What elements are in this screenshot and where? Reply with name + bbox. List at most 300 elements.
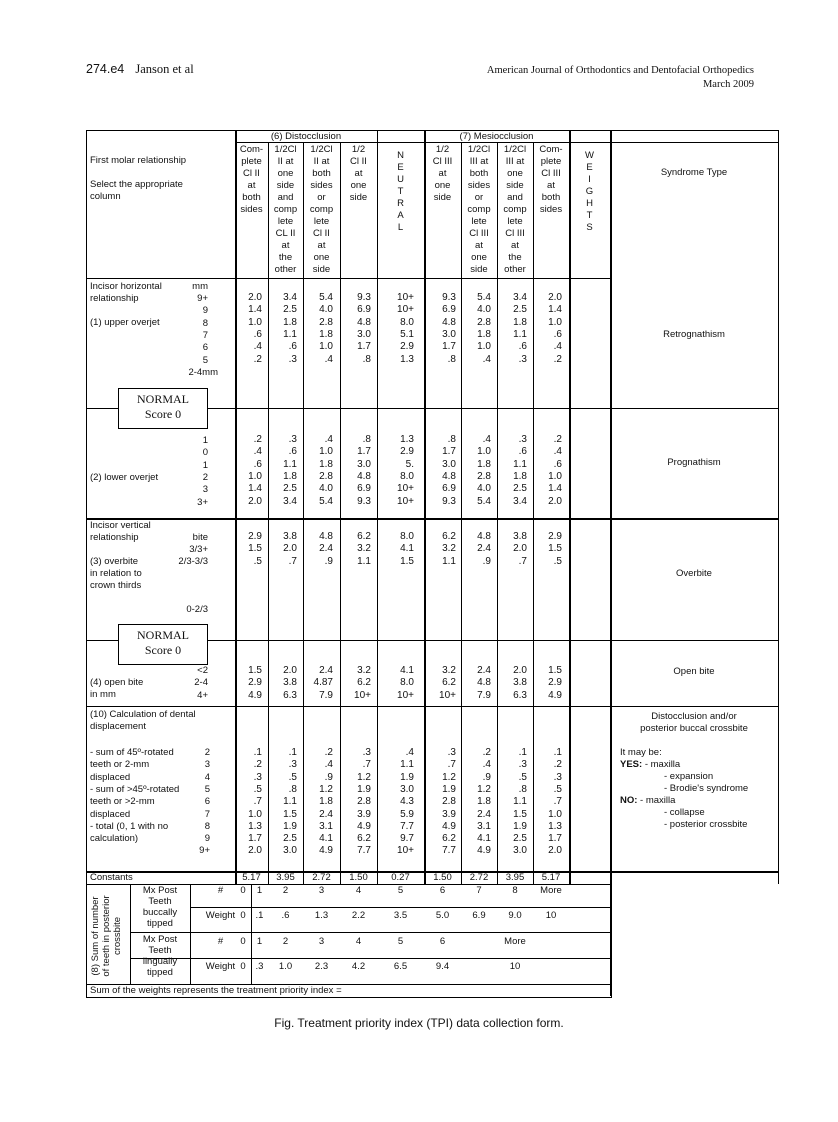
score-value: 2.4 [319, 665, 333, 676]
score-value: 1.3 [548, 820, 562, 832]
score-value: 4.9 [357, 820, 371, 832]
score-value: 3.2 [357, 543, 371, 555]
score-value: .2 [553, 353, 562, 365]
tpi-sum-footer: Sum of the weights represents the treatment priority index = [90, 985, 342, 996]
score-value: 5.4 [319, 495, 333, 507]
score-value: 3.9 [357, 808, 371, 820]
score-value: 7.9 [477, 689, 491, 701]
score-value: 4.8 [477, 531, 491, 542]
buccal-count: 3 [318, 885, 325, 896]
score-value: .9 [324, 555, 333, 567]
score-value: 1.8 [477, 796, 491, 808]
syndrome-note: NO: - maxilla [620, 795, 676, 806]
score-value: 1.7 [548, 833, 562, 845]
score-value: 4.0 [319, 483, 333, 495]
column-header-label: side [312, 264, 331, 275]
column-header-label: T [397, 186, 404, 197]
score-value: 1.9 [400, 771, 414, 783]
score-value: .7 [288, 555, 297, 567]
score-value: 1.0 [248, 470, 262, 482]
score-value: 2.0 [548, 495, 562, 507]
rule-line [610, 706, 778, 707]
crossbite-group-label [90, 881, 126, 991]
score-value: 6.2 [442, 833, 456, 845]
score-value: 7.9 [319, 689, 333, 701]
score-value: 1.3 [400, 434, 414, 445]
score-value: 1.4 [248, 483, 262, 495]
score-value: 2.4 [319, 543, 333, 555]
row-label: 9 [204, 833, 210, 845]
buccal-weight: .6 [281, 910, 290, 921]
column-header-label: comp [467, 204, 491, 215]
column-header-label: or [317, 192, 326, 203]
score-value: 1.2 [319, 783, 333, 795]
displacement-desc: calculation) [90, 833, 139, 845]
column-header-label: and [507, 192, 523, 203]
syndrome-distocclusion-title: posterior buccal crossbite [640, 723, 748, 734]
score-value: .4 [253, 446, 262, 458]
buccal-weight: 1.3 [314, 910, 329, 921]
buccal-weight: 6.9 [472, 910, 486, 921]
score-value: 4.8 [477, 677, 491, 689]
normal-box-text: NORMAL [136, 628, 189, 642]
lingual-count: 3 [318, 936, 325, 947]
open-bite-label: in mm [90, 689, 116, 700]
score-value: 1.0 [548, 470, 562, 482]
column-header-label: 1/2Cl [467, 144, 491, 155]
row-label: 2-4mm [188, 366, 218, 378]
score-value: .4 [324, 434, 333, 445]
score-value: 5. [405, 458, 414, 470]
row-label: <2 [197, 665, 208, 676]
score-value: .9 [482, 771, 491, 783]
column-header-label: Cl II [350, 156, 367, 167]
score-value: 9.3 [442, 292, 456, 303]
page-number: 274.e4 [86, 62, 125, 76]
score-value: 1.3 [400, 353, 414, 365]
column-header-label: both [312, 168, 331, 179]
score-value: 3.0 [283, 845, 297, 857]
score-value: 4.9 [442, 820, 456, 832]
score-value: 1.5 [248, 543, 262, 555]
column-header-label: one [313, 252, 330, 263]
column-header-label: at [438, 168, 447, 179]
weight-label: Weight [205, 910, 236, 921]
score-value: .4 [405, 747, 414, 758]
rule-line [610, 130, 778, 131]
column-header-label: side [433, 192, 452, 203]
score-value: 6.3 [513, 689, 527, 701]
overbite-label: (3) overbite [90, 556, 139, 567]
rule-line [86, 706, 610, 707]
column-header-label: at [475, 240, 483, 251]
column-header-label: S [586, 222, 593, 233]
score-value: .4 [482, 434, 491, 445]
score-value: .5 [253, 555, 262, 567]
score-value: 9.7 [400, 833, 414, 845]
score-value: .4 [253, 341, 262, 353]
score-value: 6.2 [442, 677, 456, 689]
score-value: .8 [518, 783, 527, 795]
score-value: 4.0 [319, 304, 333, 316]
score-value: .3 [518, 434, 527, 445]
score-value: 1.1 [283, 328, 297, 340]
score-value: 2.5 [513, 304, 527, 316]
mesiocclusion-group-header: (7) Mesiocclusion [459, 131, 534, 142]
score-value: .3 [288, 353, 297, 365]
score-value: 10+ [397, 483, 414, 495]
normal-score-box [118, 624, 208, 665]
column-header-label: CL II [275, 228, 296, 239]
column-header-label: Com- [539, 144, 563, 155]
score-value: 3.9 [442, 808, 456, 820]
column-header-label: both [541, 192, 561, 203]
lingual-weight: 6.5 [393, 961, 408, 972]
molar-relationship-label: column [90, 191, 121, 202]
rule-line [86, 278, 610, 279]
score-value: 1.0 [319, 341, 333, 353]
score-value: .5 [288, 771, 297, 783]
constant-value: 5.17 [242, 872, 261, 883]
buccal-weight: 10 [545, 910, 557, 921]
column-header-label: one [434, 180, 451, 191]
score-value: .1 [288, 747, 297, 758]
score-value: 4.9 [548, 689, 562, 701]
score-value: .8 [447, 353, 456, 365]
score-value: 3.4 [283, 292, 297, 303]
score-value: 1.9 [513, 820, 527, 832]
displacement-desc: displaced [90, 808, 131, 820]
score-value: 1.5 [513, 808, 527, 820]
score-value: 9.3 [357, 495, 371, 507]
row-label: 1 [202, 435, 208, 446]
score-value: 4.9 [319, 845, 333, 857]
score-value: 1.5 [248, 665, 262, 676]
column-header-label: sides [539, 204, 563, 215]
column-header-label: N [397, 150, 404, 161]
column-header-label: E [397, 162, 404, 173]
column-header-label: Cl III [505, 228, 525, 239]
score-value: 3.1 [477, 820, 491, 832]
score-value: 2.8 [357, 796, 371, 808]
score-value: .6 [253, 328, 262, 340]
score-value: 1.5 [548, 543, 562, 555]
score-value: 2.0 [513, 665, 527, 676]
column-header-label: side [276, 180, 295, 191]
score-value: .2 [324, 747, 333, 758]
column-header-label: 1/2 [351, 144, 366, 155]
score-value: .6 [288, 341, 297, 353]
score-value: .7 [362, 759, 371, 771]
overbite-label: Incisor vertical [90, 520, 151, 531]
score-value: 1.7 [442, 341, 456, 353]
crossbite-group-label-line: crossbite [112, 917, 123, 956]
score-value: .8 [288, 783, 297, 795]
tipped-label: Teeth [148, 945, 172, 956]
score-value: 6.9 [442, 483, 456, 495]
score-value: .6 [518, 446, 527, 458]
score-value: 6.3 [283, 689, 297, 701]
lingual-count: 1 [256, 936, 263, 947]
score-value: 1.7 [357, 446, 371, 458]
dental-displacement-label: (10) Calculation of dental [90, 709, 196, 720]
row-label: 5 [202, 354, 208, 366]
score-value: 3.0 [513, 845, 527, 857]
score-value: 4.8 [442, 470, 456, 482]
constant-value: 3.95 [505, 872, 525, 883]
column-header-label: 1/2Cl [274, 144, 297, 155]
score-value: 3.2 [357, 665, 371, 676]
row-label: 3+ [197, 496, 208, 508]
tipped-label: buccally [142, 907, 178, 918]
row-label: 3 [204, 759, 210, 771]
score-value: .3 [447, 747, 456, 758]
score-value: 4.1 [319, 833, 333, 845]
syndrome-note: - expansion [664, 771, 714, 782]
score-value: 3.0 [357, 328, 371, 340]
score-value: 6.2 [357, 677, 371, 689]
score-value: 3.2 [442, 665, 456, 676]
score-value: .6 [253, 458, 262, 470]
score-value: .2 [553, 759, 562, 771]
score-value: 1.2 [477, 783, 491, 795]
score-value: 1.7 [357, 341, 371, 353]
lower-overjet-label: (2) lower overjet [90, 472, 159, 483]
score-value: 1.8 [319, 796, 333, 808]
score-value: 5.4 [477, 495, 491, 507]
score-value: 1.8 [283, 316, 297, 328]
constant-value: 5.17 [541, 872, 561, 883]
score-value: 3.0 [442, 328, 456, 340]
score-value: .9 [324, 771, 333, 783]
score-value: 1.4 [548, 304, 562, 316]
score-value: 2.9 [400, 446, 414, 458]
column-header-label: Cl II [243, 168, 260, 179]
column-header-label: other [504, 264, 526, 275]
score-value: 1.2 [357, 771, 371, 783]
score-value: .2 [553, 434, 562, 445]
score-value: 2.5 [513, 483, 527, 495]
row-label: 2/3-3/3 [178, 556, 208, 567]
displacement-desc: - sum of 45º-rotated [90, 747, 174, 758]
constant-value: 3.95 [276, 872, 295, 883]
buccal-count: More [540, 885, 562, 896]
score-value: 1.8 [477, 328, 491, 340]
score-value: .1 [518, 747, 527, 758]
lingual-weight: .3 [255, 961, 264, 972]
score-value: .7 [518, 555, 527, 567]
buccal-weight: 9.0 [508, 910, 522, 921]
running-header-right [487, 64, 754, 92]
score-value: .6 [518, 341, 527, 353]
tipped-label: Mx Post [142, 885, 178, 896]
column-header-label: III at [505, 156, 525, 167]
running-header-left [86, 62, 194, 77]
buccal-weight: 5.0 [435, 910, 450, 921]
score-value: 6.9 [357, 483, 371, 495]
score-value: 2.9 [400, 341, 414, 353]
column-header-label: at [247, 180, 256, 191]
score-value: 2.5 [283, 833, 297, 845]
column-header-label: Cl III [541, 168, 561, 179]
buccal-count: 1 [256, 885, 263, 896]
column-header-label: at [547, 180, 555, 191]
score-value: 3.8 [513, 677, 527, 689]
score-value: 2.0 [513, 543, 527, 555]
displacement-desc: - sum of >45º-rotated [90, 783, 180, 795]
score-value: .3 [288, 434, 297, 445]
syndrome-note: - Brodie's syndrome [664, 783, 749, 794]
score-value: 10+ [439, 689, 456, 701]
score-value: 3.2 [442, 543, 456, 555]
score-value: 2.0 [248, 845, 262, 857]
row-label: 9+ [197, 293, 208, 304]
score-value: .7 [253, 796, 262, 808]
column-header-label: side [506, 180, 524, 191]
score-value: .5 [253, 783, 262, 795]
column-header-label: the [278, 252, 293, 263]
score-value: 1.4 [548, 483, 562, 495]
row-label: 7 [204, 808, 210, 820]
count-label: # [217, 936, 224, 947]
issue-date: March 2009 [702, 79, 754, 90]
score-value: 4.8 [357, 316, 371, 328]
score-value: 8.0 [400, 531, 414, 542]
lingual-count: More [504, 936, 526, 947]
column-header-label: other [274, 264, 297, 275]
column-header-label: Com- [239, 144, 264, 155]
buccal-weight: 0 [240, 910, 246, 921]
lingual-weight: 4.2 [351, 961, 366, 972]
buccal-count: 2 [282, 885, 289, 896]
column-header-label: both [242, 192, 261, 203]
syndrome-distocclusion-title: Distocclusion and/or [651, 711, 737, 722]
score-value: 3.8 [283, 677, 297, 689]
column-header-label: comp [309, 204, 334, 215]
constants-label: Constants [90, 872, 133, 883]
row-label: 3/3+ [189, 544, 208, 555]
column-header-label: sides [467, 180, 491, 191]
column-header-label: at [511, 240, 519, 251]
rule-line [130, 932, 610, 933]
syndrome-prognathism: Prognathism [667, 457, 721, 468]
column-header-label: I [588, 174, 591, 185]
score-value: 4.8 [357, 470, 371, 482]
score-value: 2.8 [477, 316, 491, 328]
buccal-count: 8 [512, 885, 518, 896]
row-label: 8 [202, 317, 208, 329]
rule-line [190, 907, 610, 908]
score-value: .9 [482, 555, 491, 567]
rule-line [610, 871, 778, 873]
column-header-label: one [277, 168, 294, 179]
score-value: 9.3 [442, 495, 456, 507]
score-value: 4.0 [477, 304, 491, 316]
displacement-desc: teeth or 2-mm [90, 759, 150, 771]
score-value: .3 [518, 353, 527, 365]
score-value: 2.8 [319, 316, 333, 328]
column-header-label: E [586, 162, 593, 173]
score-value: 1.1 [357, 555, 371, 567]
score-value: 2.9 [248, 531, 262, 542]
row-label: 8 [204, 820, 210, 832]
rule-line [610, 640, 778, 641]
score-value: .5 [553, 783, 562, 795]
score-value: .6 [553, 458, 562, 470]
score-value: 6.2 [442, 531, 456, 542]
score-value: 10+ [354, 689, 371, 701]
score-value: 1.5 [400, 555, 414, 567]
column-header-label: T [586, 210, 593, 221]
score-value: .2 [253, 434, 262, 445]
score-value: .6 [553, 328, 562, 340]
score-value: 2.0 [248, 495, 262, 507]
column-header-label: comp [273, 204, 298, 215]
buccal-count: 7 [476, 885, 482, 896]
displacement-desc: displaced [90, 771, 131, 783]
score-value: .2 [253, 353, 262, 365]
rule-line [190, 958, 610, 959]
score-value: 4.9 [248, 689, 262, 701]
syndrome-type-header: Syndrome Type [660, 167, 728, 178]
rule-line [610, 518, 778, 520]
upper-overjet-label: (1) upper overjet [90, 317, 160, 328]
score-value: 10+ [397, 689, 414, 701]
column-header-label: comp [503, 204, 527, 215]
overbite-label: in relation to [90, 568, 142, 579]
score-value: 5.4 [477, 292, 491, 303]
lingual-weight: 10 [509, 961, 521, 972]
distocclusion-group-header: (6) Distocclusion [270, 131, 342, 142]
score-value: 1.1 [400, 759, 414, 771]
column-header-label: A [397, 210, 404, 221]
buccal-weight: 3.5 [393, 910, 408, 921]
column-header-label: side [349, 192, 368, 203]
score-value: 1.1 [513, 328, 527, 340]
column-header-label: plete [241, 156, 262, 167]
normal-box-text: Score 0 [144, 643, 182, 657]
score-value: 1.1 [283, 796, 297, 808]
score-value: 1.8 [513, 316, 527, 328]
score-value: 2.8 [477, 470, 491, 482]
upper-overjet-label: relationship [90, 293, 139, 304]
syndrome-retrognathism: Retrognathism [663, 329, 725, 340]
count-label: # [217, 885, 224, 896]
buccal-weight: .1 [255, 910, 264, 921]
score-value: 2.5 [283, 304, 297, 316]
score-value: 2.9 [548, 531, 562, 542]
score-value: .4 [553, 446, 562, 458]
score-value: 4.8 [442, 316, 456, 328]
score-value: .3 [288, 759, 297, 771]
score-value: .3 [362, 747, 371, 758]
score-value: 1.8 [319, 328, 333, 340]
open-bite-label: (4) open bite [90, 677, 144, 688]
score-value: 1.8 [513, 470, 527, 482]
molar-relationship-label: First molar relationship [90, 155, 187, 166]
column-header-label: sides [310, 180, 333, 191]
column-header-label: and [277, 192, 294, 203]
lingual-count: 6 [439, 936, 446, 947]
lingual-weight: 9.4 [435, 961, 450, 972]
column-header-label: lete [313, 216, 330, 227]
score-value: 3.1 [319, 820, 333, 832]
syndrome-note: It may be: [620, 747, 662, 758]
row-label: 7 [202, 329, 208, 341]
lingual-weight: 2.3 [314, 961, 329, 972]
displacement-desc: - total (0, 1 with no [90, 820, 169, 832]
row-label: 3 [202, 484, 208, 496]
